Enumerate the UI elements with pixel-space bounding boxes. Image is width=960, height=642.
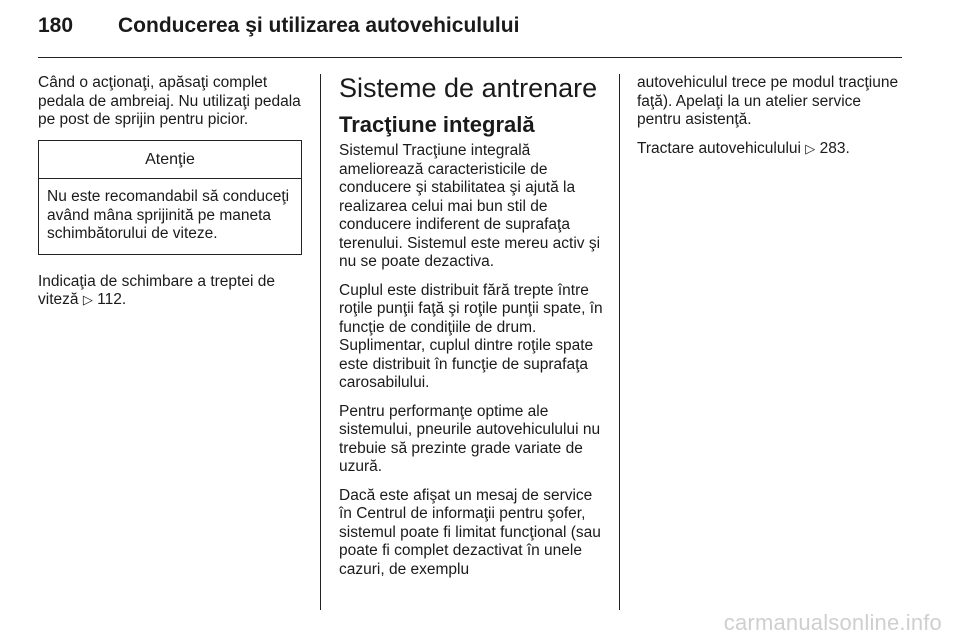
column-divider-2 [619,74,620,610]
awd-paragraph-2: Cuplul este distribuit fără trepte între roţile punţii faţă şi roţile punţii spate, în funcţie de condiţiile de drum. Suplimentar, cuplul dintre roţile spate este distribuit în funcţie de suprafaţa carosabilului. [339,281,603,391]
shift-indicator-text: Indicaţia de schimbare a treptei de viteză [38,272,275,308]
column-3 [637,74,902,169]
page-reference-icon: ▷ [805,141,816,157]
towing-ref[interactable]: 283. [819,139,850,157]
page-reference-icon: ▷ [82,293,93,308]
page-header [38,14,519,48]
towing-text: Tractare autovehiculului [637,139,801,157]
awd-paragraph-3: Pentru performanţe optime ale sistemului, pneurile autovehiculului nu trebuie să prezinte grade variate de uzură. [339,402,601,475]
awd-paragraph-1: Sistemul Tracţiune integrală ameliorează caracteristicile de conducere şi stabilitatea şi ajută la realizarea celui mai bun stil de conducere indiferent de suprafaţa terenului. Sistemul este mereu activ şi nu se poate dezactiva. [339,142,601,270]
towing-paragraph [637,140,902,160]
shift-indicator-paragraph [38,273,302,311]
continuation-paragraph: autovehiculul trece pe modul tracţiune faţă). Apelaţi la un atelier service pentru asistenţă. [637,74,899,128]
section-heading: Sisteme de antrenare [339,73,598,103]
warning-title: Atenţie [39,141,301,180]
subsection-heading: Tracţiune integrală [339,112,535,137]
chapter-title: Conducerea şi utilizarea autovehiculului [118,14,520,37]
column-1 [38,74,302,321]
column-divider-1 [320,74,321,610]
shift-indicator-ref[interactable]: 112. [97,291,127,308]
header-divider [38,57,902,58]
warning-box [38,140,302,255]
awd-paragraph-4: Dacă este afişat un mesaj de service în Centrul de informaţii pentru şofer, sistemul poate fi limitat funcţional (sau poate fi complet dezactivat în unele cazuri, de exemplu [339,486,601,578]
watermark: carmanualsonline.info [723,610,942,635]
column-2 [339,72,604,589]
page-number: 180 [38,14,74,37]
clutch-paragraph: Când o acţionaţi, apăsaţi complet pedala de ambreiaj. Nu utilizaţi pedala pe post de sprijin pentru picior. [38,74,301,128]
warning-text: Nu este recomandabil să conduceţi având mâna sprijinită pe maneta schimbătorului de viteze. [47,188,290,242]
